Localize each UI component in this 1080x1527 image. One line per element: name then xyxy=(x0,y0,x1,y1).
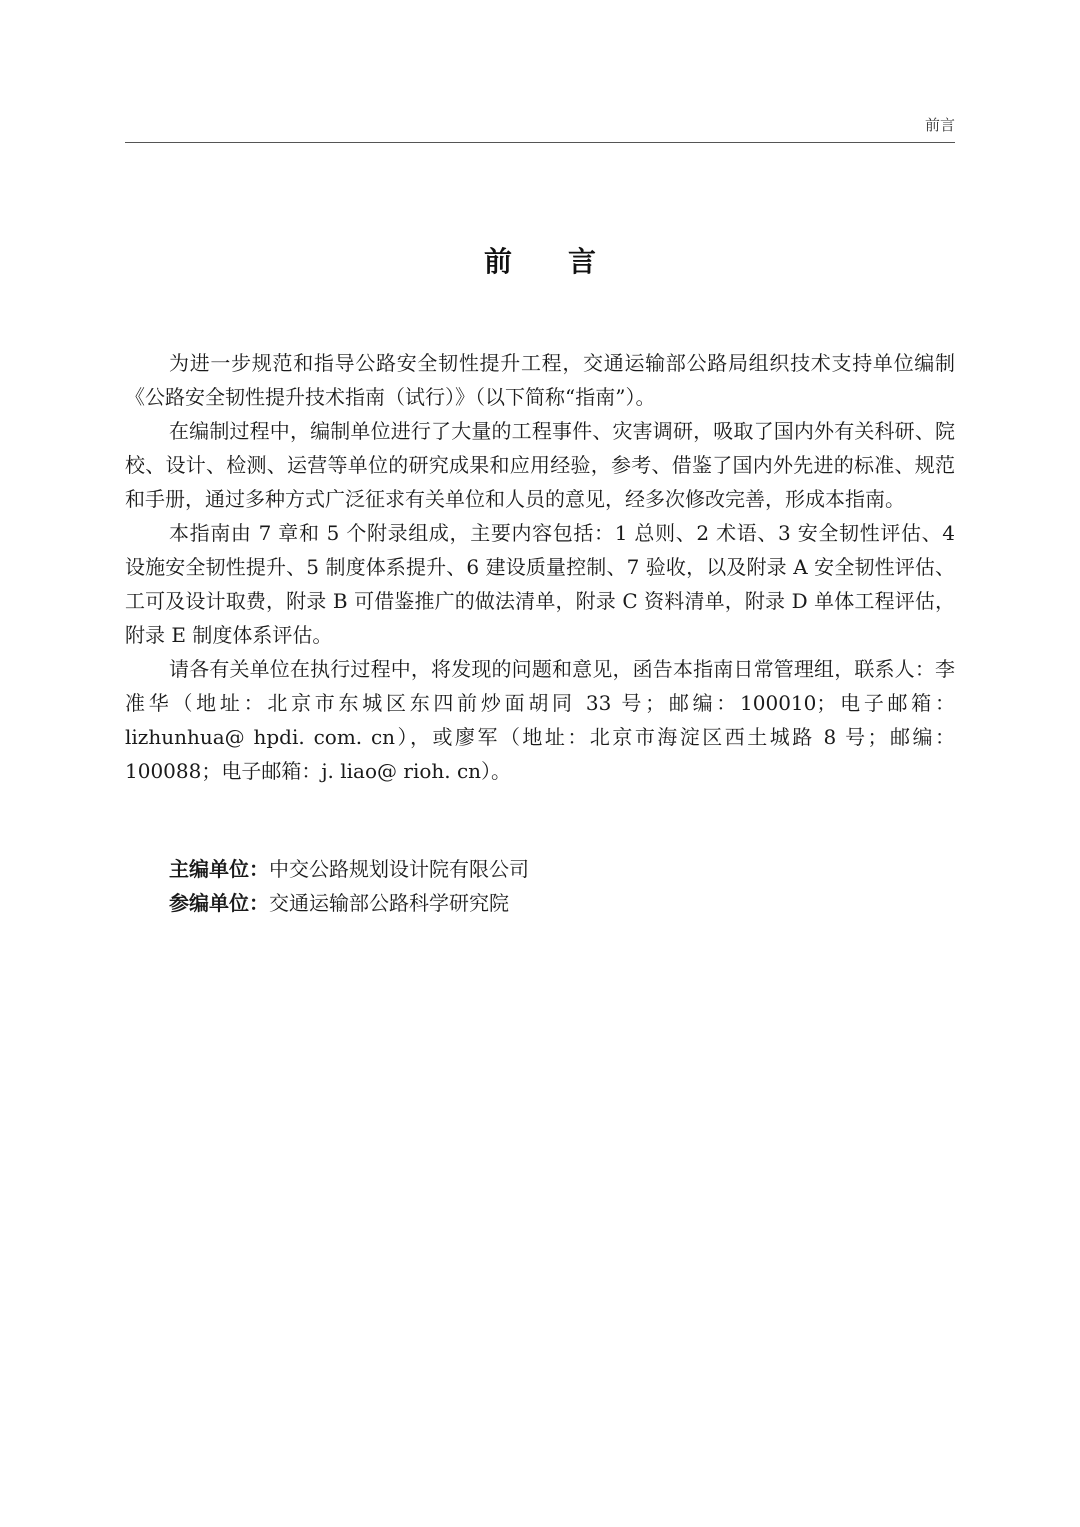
participating-editor-value: 交通运输部公路科学研究院 xyxy=(269,891,509,915)
paragraph-compilation: 在编制过程中，编制单位进行了大量的工程事件、灾害调研，吸取了国内外有关科研、院校、设计、检测、运营等单位的研究成果和应用经验，参考、借鉴了国内外先进的标准、规范和手册，通过多种方式广泛征求有关单位和人员的意见，经多次修改完善，形成本指南。 xyxy=(125,419,955,511)
paragraph-contact: 请各有关单位在执行过程中，将发现的问题和意见，函告本指南日常管理组，联系人：李准华（地址：北京市东城区东四前炒面胡同 33 号；邮编：100010；电子邮箱：lizhunhua@ hpdi. com. cn），或廖军（地址：北京市海淀区西土城路 8 号；邮编：100088；电子邮箱：j. liao@ rioh. cn）。 xyxy=(125,657,955,783)
participating-editor-label: 参编单位： xyxy=(169,891,269,915)
paragraph-contents: 本指南由 7 章和 5 个附录组成，主要内容包括：1 总则、2 术语、3 安全韧性评估、4 设施安全韧性提升、5 制度体系提升、6 建设质量控制、7 验收，以及附录 A 安全韧性评估、工可及设计取费，附录 B 可借鉴推广的做法清单，附录 C 资料清单，附录 D 单体工程评估，附录 E 制度体系评估。 xyxy=(125,521,955,647)
page-title: 前言 xyxy=(483,245,652,278)
preface-body xyxy=(125,346,955,788)
organizations xyxy=(169,852,955,920)
chief-editor-line xyxy=(169,852,955,886)
participating-editor-line xyxy=(169,886,955,920)
running-header-title: 前言 xyxy=(924,116,955,134)
chief-editor-label: 主编单位： xyxy=(169,857,269,881)
running-header xyxy=(125,112,955,143)
paragraph-purpose: 为进一步规范和指导公路安全韧性提升工程，交通运输部公路局组织技术支持单位编制《公路安全韧性提升技术指南（试行）》（以下简称“指南”）。 xyxy=(125,351,955,409)
chief-editor-value: 中交公路规划设计院有限公司 xyxy=(269,857,529,881)
